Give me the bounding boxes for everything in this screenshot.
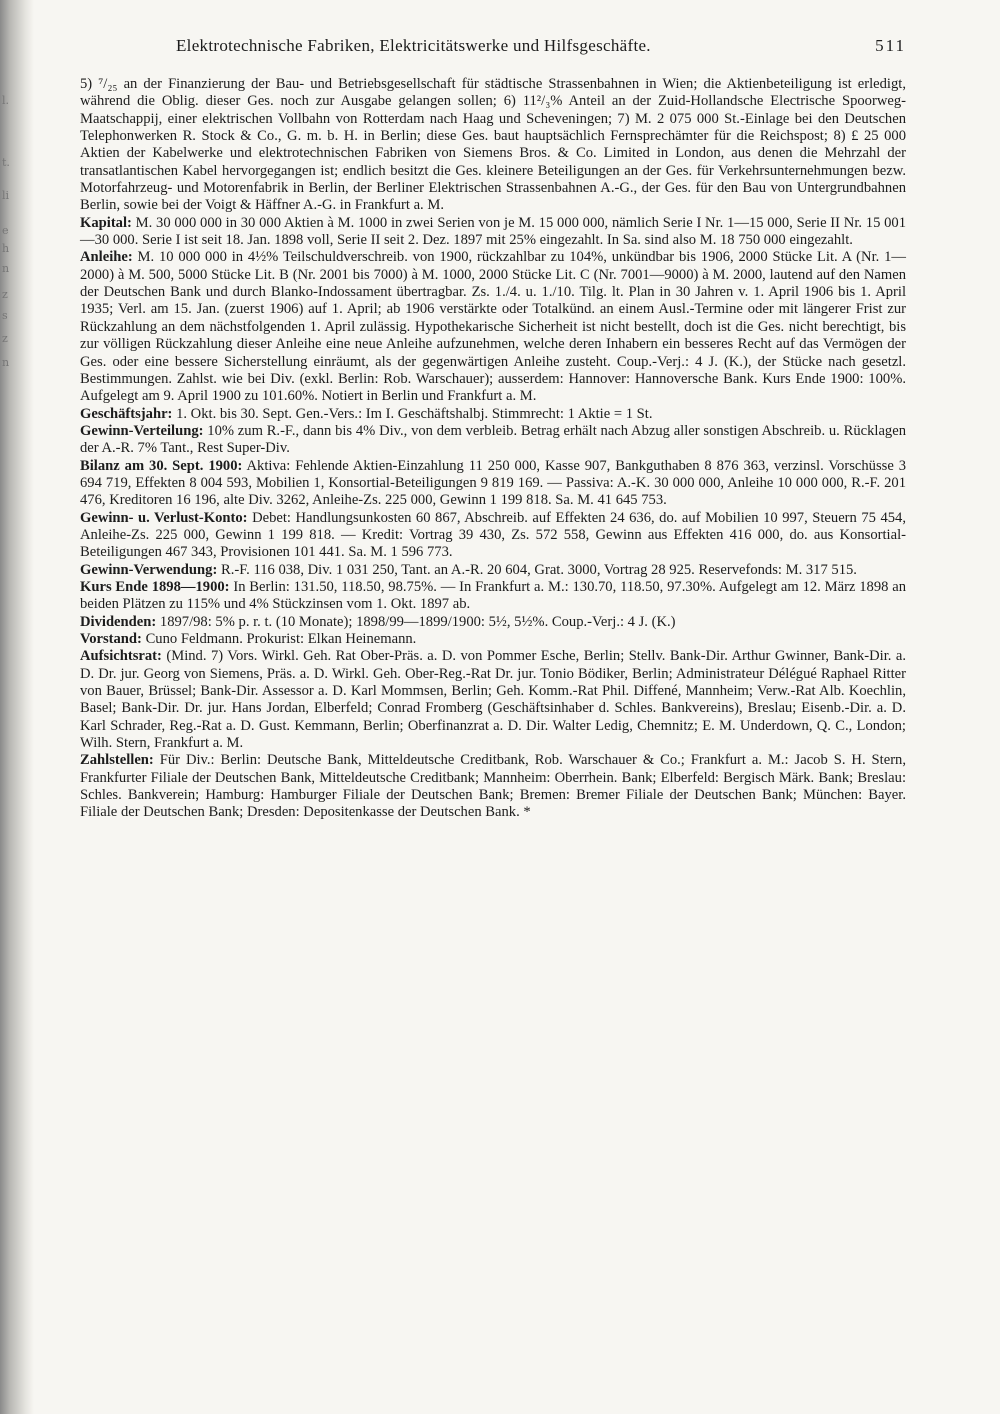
paragraph-label: Anleihe: [80,249,133,266]
margin-mark: li [2,189,10,202]
paragraph-label: Gewinn-Verteilung: [80,422,204,439]
paragraph-label: Geschäftsjahr: [80,405,173,422]
paragraph-aufsichtsrat [80,648,906,752]
paragraph-text: (Mind. 7) Vors. Wirkl. Geh. Rat Ober-Präs. a. D. von Pommer Esche, Berlin; Stellv. Bank-Dir. Arthur Gwinner, Bank-Dir. a. D. Dr. jur. Georg von Siemens, Präs. a. D. Wirkl. Geh. Ober-Reg.-Rat Dr. jur. Tonio Bödiker, Berlin; Administrateur Délégué Raphael Ritter von Bauer, Brüssel; Bank-Dir. Assessor a. D. Karl Mommsen, Berlin; Geh. Komm.-Rat Phil. Diffené, Mannheim; Verw.-Rat Alb. Koechlin, Basel; Bank-Dir. Dr. jur. Hans Jordan, Elberfeld; Conrad Fromberg (Geschäftsinhaber d. Schles. Bankvereins), Breslau; Eisenb.-Dir. a. D. Karl Schrader, Reg.-Rat a. D. Gust. Kemmann, Berlin; Oberfinanzrat a. D. Dir. Walter Ledig, Chemnitz; E. M. Underdown, Q. C., London; Wilh. Stern, Frankfurt a. M. [80,648,906,752]
paragraph-dividenden [80,614,906,631]
paragraph-zahlstellen [80,752,906,821]
binding-gutter [0,0,34,1414]
paragraph-kapital [80,215,906,250]
paragraph-text: 1897/98: 5% p. r. t. (10 Monate); 1898/99—1899/1900: 5½, 5½%. Coup.-Verj.: 4 J. (K.) [159,613,676,630]
paragraph-geschaeftsjahr [80,406,906,423]
paragraph-anleihe [80,249,906,405]
margin-mark: z [2,332,8,345]
paragraph-text: 10% zum R.-F., dann bis 4% Div., von dem verbleib. Betrag erhält nach Abzug aller sonstigen Abschreib. u. Rücklagen der A.-R. 7% Tant., Rest Super-Div. [80,422,906,457]
paragraph-text: In Berlin: 131.50, 118.50, 98.75%. — In Frankfurt a. M.: 130.70, 118.50, 97.30%. Aufgelegt am 12. März 1898 an beiden Plätzen zu 115% und 4% Stückzinsen vom 1. Okt. 1897 ab. [80,578,906,613]
paragraph-label: Bilanz am 30. Sept. 1900: [80,457,243,474]
paragraph-label: Kapital: [80,214,132,231]
running-title: Elektrotechnische Fabriken, Elektricitätswerke und Hilfsgeschäfte. [176,36,651,55]
margin-mark: n [2,262,10,275]
paragraph-text: 5) ⁷/₂₅ an der Finanzierung der Bau- und Betriebsgesellschaft für städtische Strassenbahnen in Wien; die Aktienbeteiligung ist erledigt, während die Oblig. dieser Ges. noch zur Ausgabe gelangen sollen; 6) 11²/₃% Anteil an der Zuid-Hollandsche Electrische Spoorweg-Maatschappij, einer elektrischen Vollbahn von Rotterdam nach Haag und Scheveningen; 7) M. 2 075 000 St.-Einlage bei den Deutschen Telephonwerken R. Stock & Co., G. m. b. H. in Berlin; diese Ges. baut hauptsächlich Fernsprechämter für die Reichspost; 8) £ 25 000 Aktien der Kabelwerke und elektrotechnischen Fabriken von Siemens Bros. & Co. Limited in London, aus denen die Mehrzahl der transatlantischen Kabel hervorgegangen ist; endlich besitzt die Ges. kleinere Beteiligungen an der Ges. für Verkehrsunternehmungen bezw. Motorfahrzeug- und Motorenfabrik in Berlin, der Berliner Elektrischen Strassenbahnen A.-G., der Ges. für den Bau von Untergrundbahnen Berlin, sowie bei der Voigt & Häffner A.-G. in Frankfurt a. M. [80,76,906,214]
page [80,36,906,822]
paragraph-text: Debet: Handlungsunkosten 60 867, Abschreib. auf Effekten 24 636, do. auf Mobilien 10 997, Steuern 75 454, Anleihe-Zs. 225 000, Gewinn 1 199 818. — Kredit: Vortrag 39 430, Zs. 572 558, Gewinn aus Effekten 416 000, do. aus Konsortial-Beteiligungen 467 343, Provisionen 101 441. Sa. M. 1 596 773. [80,509,906,561]
paragraph-label: Gewinn-Verwendung: [80,561,218,578]
entry-body [80,76,906,822]
paragraph-bilanz [80,458,906,510]
paragraph-kurs [80,579,906,614]
paragraph-gewinn-verwendung [80,562,906,579]
paragraph-beteiligungen [80,76,906,215]
margin-mark: s [2,309,8,322]
paragraph-text: Cuno Feldmann. Prokurist: Elkan Heinemann. [145,631,417,647]
paragraph-text: 1. Okt. bis 30. Sept. Gen.-Vers.: Im I. Geschäftshalbj. Stimmrecht: 1 Aktie = 1 St. [176,405,653,422]
margin-mark: t. [2,156,10,169]
margin-mark: e [2,224,9,237]
paragraph-text: R.-F. 116 038, Div. 1 031 250, Tant. an A.-R. 20 604, Grat. 3000, Vortrag 28 925. Reservefonds: M. 317 515. [220,561,857,578]
page-number: 511 [875,36,906,55]
paragraph-label: Vorstand: [80,631,142,647]
paragraph-label: Gewinn- u. Verlust-Konto: [80,509,248,526]
margin-mark: l. [2,94,10,107]
paragraph-gewinn-verteilung [80,423,906,458]
running-header [176,36,906,56]
margin-mark: n [2,356,10,369]
paragraph-gewinn-verlust [80,510,906,562]
margin-mark: h [2,242,10,255]
paragraph-text: Aktiva: Fehlende Aktien-Einzahlung 11 250 000, Kasse 907, Bankguthaben 8 876 363, verzinsl. Vorschüsse 3 694 719, Effekten 8 004 593, Mobilien 1, Konsortial-Beteiligungen 9 819 169. — Passiva: A.-K. 30 000 000, Anleihe 10 000 000, R.-F. 201 476, Kreditoren 16 196, alte Div. 3262, Anleihe-Zs. 225 000, Gewinn 1 199 818. Sa. M. 41 645 753. [80,457,907,509]
paragraph-text: M. 10 000 000 in 4½% Teilschuldverschreib. von 1900, rückzahlbar zu 104%, unkündbar bis 1906, 2000 Stücke Lit. A (Nr. 1—2000) à M. 500, 5000 Stücke Lit. B (Nr. 2001 bis 7000) à M. 1000, 2000 Stücke Lit. C (Nr. 7001—9000) à M. 2000, lautend auf den Namen der Deutschen Bank und durch Blanko-Indossament übertragbar. Zs. 1./4. u. 1./10. Tilg. lt. Plan in 30 Jahren v. 1. April 1906 bis 1. April 1935; Verl. am 15. Jan. (zuerst 1906) auf 1. April; ab 1906 verstärkte oder Totalkünd. an einem Ausl.-Termine oder mit längerer Frist zur Rückzahlung an dem nächstfolgenden 1. April zulässig. Hypothekarische Sicherheit ist nicht bestellt, doch ist die Ges. nicht berechtigt, bis zur völligen Rückzahlung dieser Anleihe eine neue Anleihe aufzunehmen, welche deren Inhabern ein besseres Recht auf das Vermögen der Ges. oder eine bessere Sicherstellung einräumt, als der gegenwärtigen Anleihe zusteht. Coup.-Verj.: 4 J. (K.), der Stücke nach gesetzl. Bestimmungen. Zahlst. wie bei Div. (exkl. Berlin: Rob. Warschauer); ausserdem: Hannover: Hannoversche Bank. Kurs Ende 1900: 100%. Aufgelegt am 9. April 1900 zu 101.60%. Notiert in Berlin und Frankfurt a. M. [80,249,906,405]
paragraph-label: Kurs Ende 1898—1900: [80,578,230,595]
margin-mark: z [2,288,8,301]
paragraph-text: Für Div.: Berlin: Deutsche Bank, Mitteldeutsche Creditbank, Rob. Warschauer & Co.; Frankfurt a. M.: Jacob S. H. Stern, Frankfurter Filiale der Deutschen Bank, Mitteldeutsche Creditbank; Mannheim: Oberrhein. Bank; Elberfeld: Bergisch Märk. Bank; Breslau: Schles. Bankverein; Hamburg: Hamburger Filiale der Deutschen Bank; Bremen: Bremer Filiale der Deutschen Bank; München: Bayer. Filiale der Deutschen Bank; Dresden: Depositenkasse der Deutschen Bank. * [80,752,907,821]
paragraph-vorstand [80,631,906,648]
paragraph-label: Zahlstellen: [80,752,154,769]
paragraph-label: Dividenden: [80,613,157,630]
paragraph-label: Aufsichtsrat: [80,648,162,665]
paragraph-text: M. 30 000 000 in 30 000 Aktien à M. 1000 in zwei Serien von je M. 15 000 000, nämlich Serie I Nr. 1—15 000, Serie II Nr. 15 001—30 000. Serie I ist seit 18. Jan. 1898 voll, Serie II seit 2. Dez. 1897 mit 25% eingezahlt. In Sa. sind also M. 18 750 000 eingezahlt. [80,214,907,249]
